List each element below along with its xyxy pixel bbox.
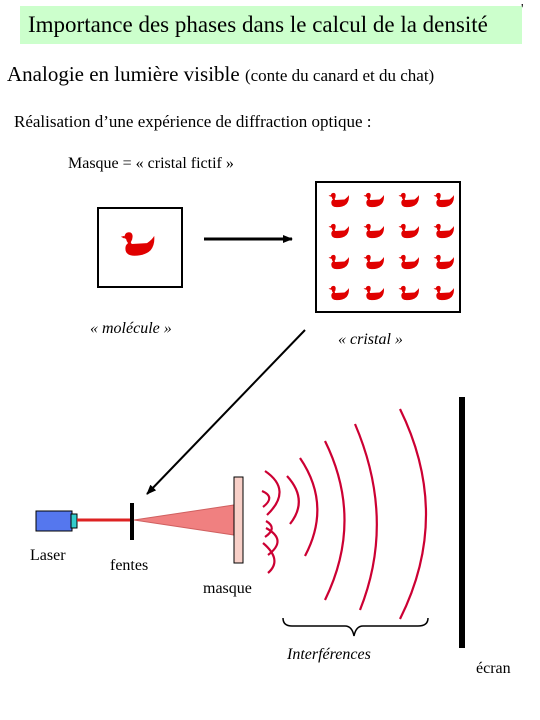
- wave-arcs: [262, 409, 426, 619]
- molecule-label: « molécule »: [90, 320, 172, 337]
- laser-body: [36, 511, 72, 531]
- wave-arc: [300, 458, 317, 556]
- mask-plate: [234, 477, 243, 563]
- experiment-subtitle: Réalisation d’une expérience de diffraction optique :: [14, 112, 372, 131]
- crystal-label: « cristal »: [338, 331, 403, 348]
- wave-arc: [400, 409, 426, 619]
- heading-main: Analogie en lumière visible: [7, 62, 240, 86]
- corner-mark: ': [521, 2, 524, 17]
- interference-label: Interférences: [287, 646, 371, 663]
- slits-label: fentes: [110, 557, 149, 574]
- wave-arc: [263, 543, 274, 573]
- beam-cone: [134, 505, 234, 535]
- laser-label: Laser: [30, 547, 66, 564]
- laser-tip: [71, 514, 77, 528]
- page-title: Importance des phases dans le calcul de la densité: [28, 12, 488, 37]
- screen-label: écran: [476, 660, 511, 677]
- interference-brace: [283, 618, 428, 636]
- wave-arc: [325, 441, 345, 600]
- mask-plate-label: masque: [203, 580, 252, 597]
- arrow-to-slits: [147, 330, 305, 494]
- heading-sub: (conte du canard et du chat): [244, 66, 435, 85]
- wave-arc: [355, 424, 377, 610]
- wave-arc: [287, 476, 299, 524]
- mask-label: Masque = « cristal fictif »: [68, 155, 234, 172]
- wave-arc: [262, 491, 269, 507]
